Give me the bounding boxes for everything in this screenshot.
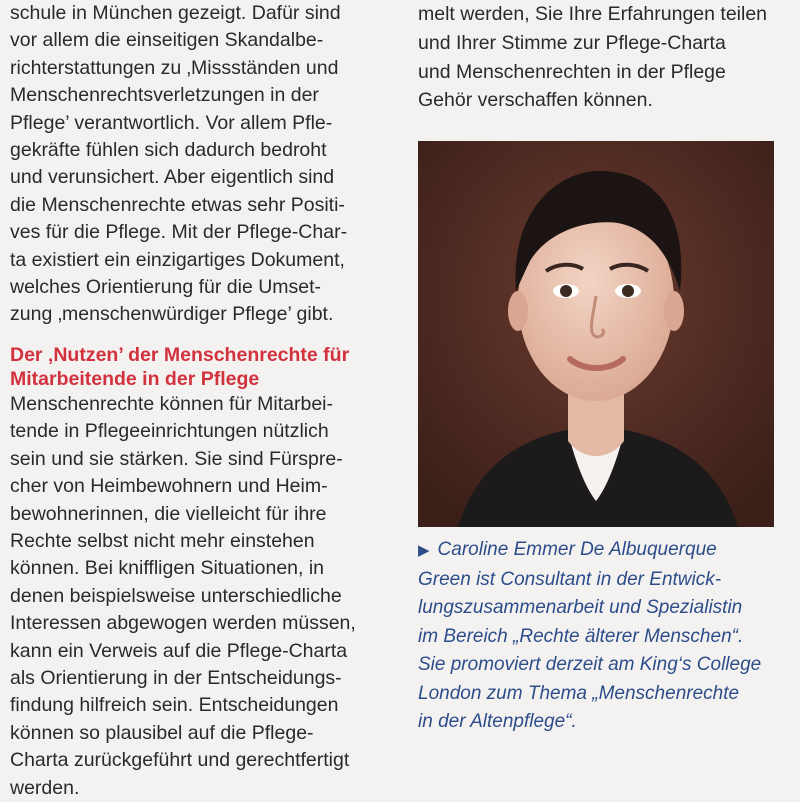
text-line: die Menschenrechte etwas sehr Positi- bbox=[10, 193, 345, 216]
portrait-photo bbox=[418, 141, 774, 527]
text-line: sein und sie stärken. Sie sind Fürspre- bbox=[10, 447, 343, 470]
text-line: kann ein Verweis auf die Pflege-Charta bbox=[10, 639, 348, 662]
caption-line bbox=[418, 536, 790, 566]
text-line: melt werden, Sie Ihre Erfahrungen teilen bbox=[418, 3, 768, 25]
text-line: tende in Pflegeeinrichtungen nützlich bbox=[10, 420, 329, 443]
text-line: und verunsichert. Aber eigentlich sind bbox=[10, 166, 335, 189]
text-line: als Orientierung in der Entscheidungs- bbox=[10, 666, 342, 689]
text-line: Pflege’ verantwortlich. Vor allem Pfle- bbox=[10, 111, 333, 134]
right-column bbox=[418, 0, 790, 115]
text-line: Menschenrechte können für Mitarbei- bbox=[10, 392, 333, 415]
text-line: denen beispielsweise unterschiedliche bbox=[10, 584, 342, 607]
caption-line: London zum Thema „Menschenrechte bbox=[418, 682, 740, 704]
caption-text: Caroline Emmer De Albuquerque bbox=[437, 539, 717, 560]
section-heading bbox=[10, 343, 386, 391]
body-paragraph-2 bbox=[10, 391, 386, 802]
text-line: Menschenrechtsverletzungen in der bbox=[10, 84, 319, 107]
text-line: Rechte selbst nicht mehr einstehen bbox=[10, 529, 315, 552]
caption-line: im Bereich „Rechte älterer Menschen“. bbox=[418, 625, 744, 647]
text-line: zung ‚menschenwürdiger Pflege’ gibt. bbox=[10, 303, 334, 326]
text-line: können so plausibel auf die Pflege- bbox=[10, 721, 314, 744]
text-line: können. Bei kniffligen Situationen, in bbox=[10, 557, 325, 580]
text-line: und Menschenrechten in der Pflege bbox=[418, 60, 726, 83]
text-line: Interessen abgewogen werden müssen, bbox=[10, 612, 356, 635]
text-line: schule in München gezeigt. Dafür sind bbox=[10, 2, 341, 24]
text-line: welches Orientierung für die Umset- bbox=[10, 276, 322, 299]
portrait-illustration bbox=[418, 141, 774, 527]
text-line: gekräfte fühlen sich dadurch bedroht bbox=[10, 139, 327, 162]
caption-marker-icon: ▶ bbox=[418, 542, 430, 559]
text-line: findung hilfreich sein. Entscheidungen bbox=[10, 694, 339, 717]
caption-line: Sie promoviert derzeit am King‘s College bbox=[418, 654, 762, 675]
body-paragraph-1 bbox=[10, 0, 386, 329]
heading-line: Mitarbeitende in der Pflege bbox=[10, 367, 260, 390]
text-line: ta existiert ein einzigartiges Dokument, bbox=[10, 248, 345, 271]
caption-line: lungszusammenarbeit und Spezialistin bbox=[418, 597, 743, 618]
text-line: bewohnerinnen, die vielleicht für ihre bbox=[10, 502, 327, 525]
text-line: cher von Heimbewohnern und Heim- bbox=[10, 475, 328, 498]
text-line: und Ihrer Stimme zur Pflege-Charta bbox=[418, 31, 726, 54]
text-line: richterstattungen zu ‚Missständen und bbox=[10, 56, 339, 79]
text-line: vor allem die einseitigen Skandalbe- bbox=[10, 29, 324, 52]
caption-line: in der Altenpflege“. bbox=[418, 711, 577, 732]
text-line: werden. bbox=[10, 776, 80, 799]
text-line: Gehör verschaffen können. bbox=[418, 89, 653, 112]
left-column bbox=[10, 0, 386, 802]
text-line: Charta zurückgeführt und gerechtfertigt bbox=[10, 749, 350, 772]
text-line: ves für die Pflege. Mit der Pflege-Char- bbox=[10, 221, 348, 244]
heading-line: Der ‚Nutzen’ der Menschenrechte für bbox=[10, 343, 350, 366]
photo-caption bbox=[418, 536, 790, 737]
caption-line: Green ist Consultant in der Entwick- bbox=[418, 568, 722, 590]
